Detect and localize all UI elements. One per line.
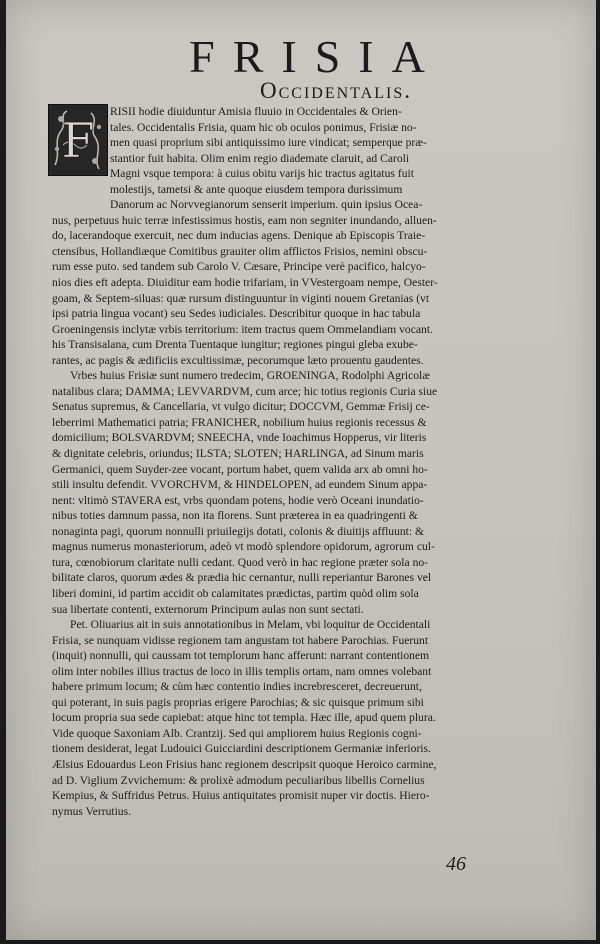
text-line: Frisia, se nunquam vidisse regionem tam angustam tot habere Parochias. Fuerunt bbox=[52, 633, 429, 647]
body-text bbox=[52, 104, 552, 819]
text-line: natalibus clara; DAMMA; LEVVARDVM, cum arce; hic totius regionis Curia siue bbox=[52, 384, 438, 398]
text-line: nibus toties damnum passa, non ita florens. Sunt præterea in ea quadringenti & bbox=[52, 509, 418, 523]
text-line: tionem desiderat, legat Ludouici Guicciardini descriptionem Germaniæ inferioris. bbox=[52, 742, 431, 756]
text-line: tales. Occidentalis Frisia, quam hic ob oculos ponimus, Frisiæ no- bbox=[110, 120, 417, 134]
text-line: Germanici, quem Suyder-zee vocant, portum habet, quem valida arx ab omni ho- bbox=[52, 462, 428, 476]
text-line: nonaginta pagi, quorum nonnulli priuilegijs dotati, colonis & diuitijs affluunt: & bbox=[52, 524, 425, 538]
text-line: rantes, ac pagis & ædificiis excultissimæ, pecorumque læto prouentu gaudentes. bbox=[52, 353, 424, 367]
page-number: 46 bbox=[446, 853, 466, 875]
text-line: nent: vltimò STAVERA est, vrbs quondam potens, hodie verò Oceani inundatio- bbox=[52, 493, 424, 507]
page-title: FRISIA bbox=[189, 31, 443, 82]
book-page bbox=[6, 0, 596, 940]
text-line: Vrbes huius Frisiæ sunt numero tredecim, GROENINGA, Rodolphi Agricolæ bbox=[70, 369, 430, 383]
text-line: Magni vsque tempora: à cuius obitu varijs hic tractus agitatus fuit bbox=[110, 167, 414, 181]
text-line: qui poterant, in suis pagis proprias erigere Parochias; & sic quisque primum sibi bbox=[52, 695, 424, 709]
text-line: tura, cœnobiorum claritate nulli cedant. Quod verò in hac regione præter sola no- bbox=[52, 555, 429, 569]
text-line: magnus numerus monasteriorum, adeò vt modò splendore opidorum, agrorum cul- bbox=[52, 540, 435, 554]
text-line: sua libertate contenti, externorum Principum aulas non sunt sectati. bbox=[52, 602, 364, 616]
text-line: rum esse puto. sed tandem sub Carolo V. Cæsare, Principe verè pacifico, halcyo- bbox=[52, 260, 426, 274]
text-line: nus, perpetuus huic terræ infestissimus hostis, eam non segniter inundando, alluen- bbox=[52, 213, 437, 227]
text-line: nymus Verrutius. bbox=[52, 804, 132, 818]
text-line: RISII hodie diuiduntur Amisia fluuio in Occidentales & Orien- bbox=[110, 105, 402, 118]
text-line: ipsi patria lingua vocant) seu Sedes iudiciales. Describitur quoque in hac tabula bbox=[52, 307, 421, 321]
text-line: Ælsius Edouardus Leon Frisius hanc regionem descripsit quoque Heroico carmine, bbox=[52, 757, 437, 771]
text-line: domicilium; BOLSVARDVM; SNEECHA, vnde Ioachimus Hopperus, vir literis bbox=[52, 431, 427, 445]
text-line: molestijs, tametsi & ante quoque eiusdem tempora durissimum bbox=[110, 182, 403, 196]
text-line: Vide quoque Saxoniam Alb. Crantzij. Sed qui ampliorem huius Regionis cogni- bbox=[52, 726, 422, 740]
initial-letter: F bbox=[61, 113, 95, 169]
text-line: stantior fuit habita. Olim enim regio diademate claruit, ad Caroli bbox=[110, 151, 410, 165]
text-line: (inquit) nonnulli, qui caussam tot templorum hanc afferunt: narrant contentionem bbox=[52, 649, 430, 663]
text-line: men quasi proprium sibi antiquissimo iure vindicat; semperque præ- bbox=[110, 136, 427, 150]
text-line: bilitate claros, quorum ædes & prædia hic cernantur, nulli reperiantur Barones vel bbox=[52, 571, 432, 585]
text-line: & dignitate celebris, oriundus; ILSTA; SLOTEN; HARLINGA, ad Sinum maris bbox=[52, 447, 424, 461]
text-line: ctensibus, Hollandiæque Comitibus grauiter olim afflictos Frisios, nemini obscu- bbox=[52, 244, 428, 258]
text-line: locum propria sua sede capiebat: atque hinc tot templa. Hæc ille, apud quem plura. bbox=[52, 711, 436, 725]
text-line: Senatus supremus, & Cancellaria, vt vulgo dicitur; DOCCVM, Gemmæ Frisij ce- bbox=[52, 400, 430, 414]
page-subtitle: Occidentalis. bbox=[260, 78, 412, 103]
text-line: Groeningensis inclytæ vrbis territorium: item tractus quem Ommelandiam vocant. bbox=[52, 322, 433, 336]
text-line: olim inter nobiles illius tractus de loco in illis templis ortam, nam omnes volebant bbox=[52, 664, 432, 678]
text-line: ad D. Viglium Zvvichemum: & prolixè admodum peculiaribus libellis Cornelius bbox=[52, 773, 425, 787]
text-line: leberrimi Mathematici patria; FRANICHER, nobilium huius regionis recessus & bbox=[52, 415, 427, 429]
text-line: liberi domini, id partim accidit ob calamitates prædictas, partim quòd olim sola bbox=[52, 586, 419, 600]
text-line: goam, & Septem-siluas: quæ rursum distinguuntur in viginti nouem Gretanias (vt bbox=[52, 291, 430, 305]
text-line: habere primum locum; & cùm hæc contentio indies increbresceret, decreuerunt, bbox=[52, 680, 422, 694]
text-line: stili insultu defendit. VVORCHVM, & HINDELOPEN, ad eundem Sinum appa- bbox=[52, 478, 428, 492]
text-line: do, lacerandoque exercuit, nec dum inducias agens. Denique ab Episcopis Traie- bbox=[52, 229, 426, 243]
text-line: his Transisalana, cum Drenta Tuentaque iungitur; regiones pingui gleba exube- bbox=[52, 338, 418, 352]
text-line: Pet. Oliuarius ait in suis annotationibus in Melam, vbi loquitur de Occidentali bbox=[70, 618, 431, 632]
text-line: Kempius, & Suffridus Petrus. Huius antiquitates promisit nuper vir doctis. Hiero- bbox=[52, 789, 430, 803]
text-line: nios dies eft adepta. Diuiditur eam hodie trifariam, in VVestergoam nempe, Oester- bbox=[52, 276, 438, 290]
text-line: Danorum ac Norvvegianorum senserit imperium. quin ipsius Ocea- bbox=[110, 198, 423, 212]
